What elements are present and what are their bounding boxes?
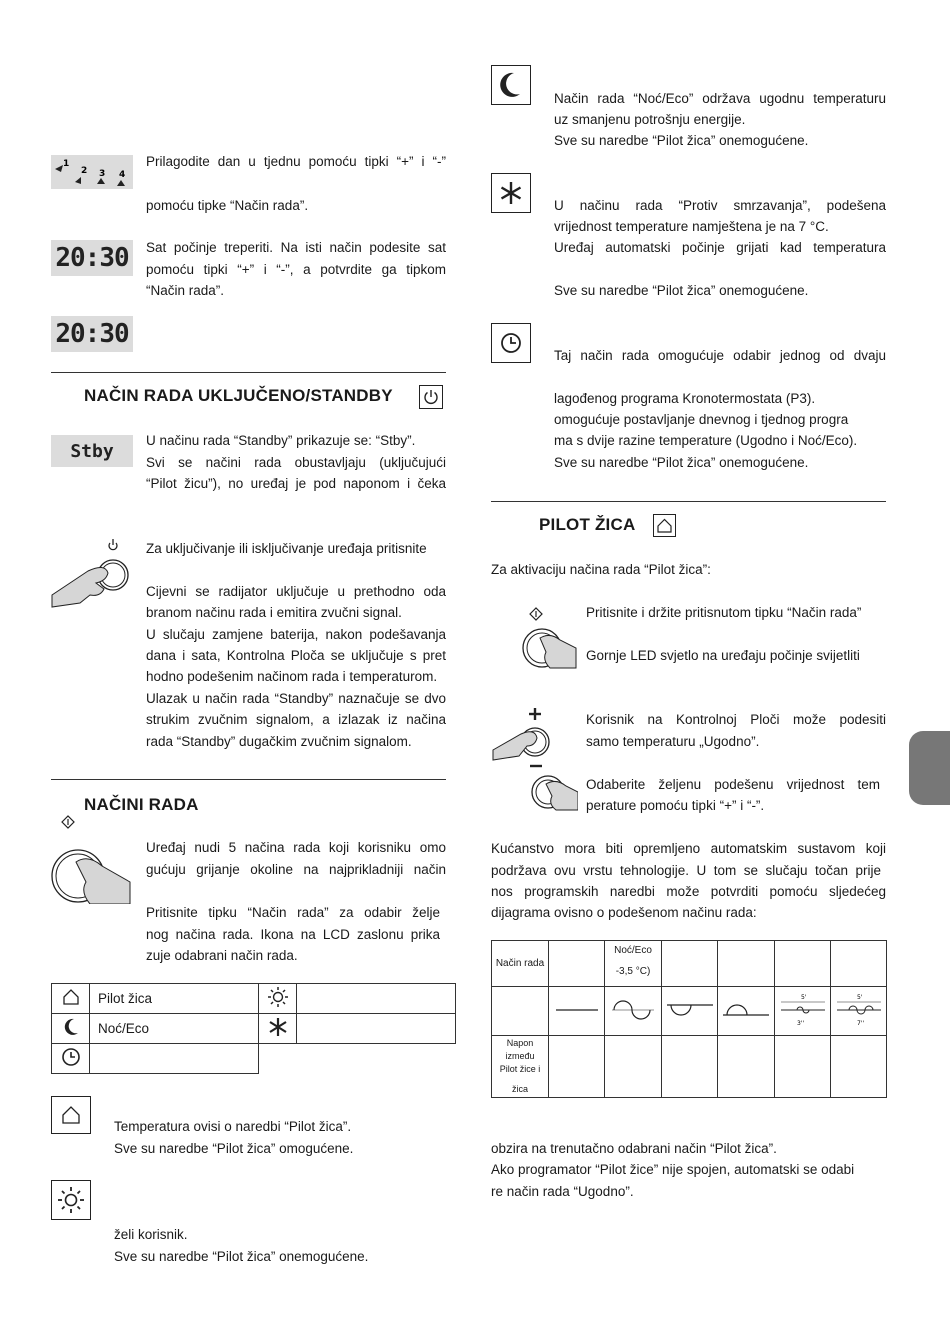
frost-line-3: Uređaj automatski počinje grijati kad temperatura <box>554 240 886 255</box>
time-line-3: “Način rada”. <box>146 283 225 298</box>
frost-icon-cell <box>259 1014 297 1044</box>
snowflake-icon <box>268 1017 288 1037</box>
radiator-line-4: dana i sata, Kontrolna Ploča se uključuje s pret <box>146 648 446 663</box>
modes-heading: NAČINI RADA <box>84 795 199 814</box>
lcd-day-display <box>51 155 133 189</box>
mode-button-hand-icon <box>50 812 132 904</box>
led-text: Gornje LED svjetlo na uređaju počinje svijetliti <box>586 648 860 663</box>
sun-icon-box <box>51 1180 91 1220</box>
radiator-line-2: branom načinu rada i emitira zvučni signal. <box>146 605 402 620</box>
frost-line-4: Sve su naredbe “Pilot žica” onemogućene. <box>554 283 809 298</box>
snowflake-icon <box>492 174 530 212</box>
moon-line-3: Sve su naredbe “Pilot žica” onemogućene. <box>554 133 809 148</box>
power-button-hand-icon <box>50 537 135 609</box>
signal-negative-half <box>662 987 718 1036</box>
press-text: Pritisnite i držite pritisnutom tipku “Način rada” <box>586 605 862 620</box>
modes-table <box>51 983 456 1074</box>
clock-icon-cell <box>52 1044 90 1074</box>
divider <box>51 779 446 780</box>
lcd-day-2: 2 <box>81 166 88 176</box>
end-line-2: Ako programator “Pilot žice” nije spojen, automatski se odabi <box>491 1162 855 1177</box>
sun-icon <box>52 1181 90 1219</box>
standby-heading: NAČIN RADA UKLJUČENO/STANDBY <box>84 386 393 405</box>
pz-row3-label <box>492 1036 549 1098</box>
day-instruction-2: pomoću tipke “Način rada”. <box>146 198 309 213</box>
side-tab <box>909 731 950 805</box>
radiator-line-6: Ulazak u način rada “Standby” naznačuje se dvo <box>146 691 446 706</box>
pz-t5b: 5' <box>856 993 862 1001</box>
snowflake-icon-box <box>491 173 531 213</box>
pz-t5a: 5' <box>800 993 806 1001</box>
plus-button-hand-icon <box>491 706 553 762</box>
lcd-stby: Stby <box>70 440 114 462</box>
modes2-line-1: Pritisnite tipku “Način rada” za odabir želje <box>146 905 440 920</box>
moon-line-1: Način rada “Noć/Eco” održava ugodnu temperaturu <box>554 91 886 106</box>
power-icon <box>419 385 443 409</box>
lcd-day-4: 4 <box>119 170 126 180</box>
lcd-time-2: 20:30 <box>55 319 129 349</box>
frost-line-1: U načinu rada “Protiv smrzavanja”, podešena <box>554 198 886 213</box>
pilot-line-2: Sve su naredbe “Pilot žica” omogućene. <box>114 1141 354 1156</box>
choose-line-2: perature pomoću tipki “+” i “-”. <box>586 798 765 813</box>
day-markers-icon <box>51 155 133 189</box>
clock-icon <box>61 1047 81 1067</box>
pilot-signal-table <box>491 940 887 1098</box>
signal-positive-half <box>718 987 775 1036</box>
pz-t3: 3'' <box>796 1019 804 1027</box>
pilot-heading: PILOT ŽICA <box>539 515 636 534</box>
divider <box>491 501 886 502</box>
standby-line-1: U načinu rada “Standby” prikazuje se: “Stby”. <box>146 433 416 448</box>
signal-flat <box>549 987 605 1036</box>
pz-row1-label: Način rada <box>492 941 549 987</box>
clock-icon-box <box>491 323 531 363</box>
moon-icon <box>492 66 530 104</box>
moon-line-2: uz smanjenu potrošnju energije. <box>554 112 746 127</box>
user-line-1: Korisnik na Kontrolnoj Ploči može podesiti <box>586 712 886 727</box>
mode-button-hand-icon <box>516 604 578 670</box>
lcd-day-1: 1 <box>63 159 70 169</box>
minus-button-hand-icon <box>516 762 578 812</box>
end-line-3: re način rada “Ugodno”. <box>491 1184 634 1199</box>
pz-noc-a: Noć/Eco <box>614 945 652 956</box>
modes2-line-2: nog načina rada. Ikona na LCD zaslonu prika <box>146 927 440 942</box>
lcd-time-display-blink <box>51 240 133 276</box>
modes1-line-1: Uređaj nudi 5 načina rada koji korisniku omo <box>146 840 446 855</box>
moon-icon-cell <box>52 1014 90 1044</box>
clock-line-2: lagođenog programa Kronotermostata (P3). <box>554 391 816 406</box>
sun-icon <box>267 986 289 1008</box>
sun-line-1: želi korisnik. <box>114 1227 188 1242</box>
modes1-line-2: gućuju grijanje okoline na najprikladniji način <box>146 862 446 877</box>
pz-noc-cell <box>605 941 662 987</box>
frost-line-2: vrijednost temperature namještena je na 7 °C. <box>554 219 829 234</box>
divider <box>51 372 446 373</box>
pz-t7: 7'' <box>856 1019 864 1027</box>
end-line-1: obzira na trenutačno odabrani način “Pilot žica”. <box>491 1141 777 1156</box>
activate-text: Za aktivaciju načina rada “Pilot žica”: <box>491 562 711 577</box>
pilot-line-1: Temperatura ovisi o naredbi “Pilot žica”. <box>114 1119 352 1134</box>
clock-line-5: Sve su naredbe “Pilot žica” onemogućene. <box>554 455 809 470</box>
signal-pulse-3 <box>775 987 831 1036</box>
modes2-line-3: zuje odabrani način rada. <box>146 948 298 963</box>
day-instruction: Prilagodite dan u tjednu pomoću tipki “+” i “-” <box>146 154 446 169</box>
lcd-day-3: 3 <box>99 169 106 179</box>
radiator-line-5: hodno podešenim načinom rada i temperaturom. <box>146 669 438 684</box>
house-icon <box>52 1097 90 1133</box>
signal-pulse-7 <box>831 987 887 1036</box>
standby-line-3: “Pilot žicu”), no uređaj je pod naponom i čeka <box>146 476 446 491</box>
lcd-standby-display <box>51 435 133 467</box>
lcd-time-display <box>51 316 133 352</box>
radiator-line-1: Cijevni se radijator uključuje u prethodno oda <box>146 584 446 599</box>
choose-line-1: Odaberite željenu podešenu vrijednost tem <box>586 777 880 792</box>
radiator-line-3: U slučaju zamjene baterija, nakon podešavanja <box>146 627 446 642</box>
mode-pilot-label: Pilot žica <box>90 984 259 1014</box>
sun-icon-cell <box>259 984 297 1014</box>
onoff-text: Za uključivanje ili isključivanje uređaja pritisnite <box>146 541 427 556</box>
radiator-line-8: rada “Standby” dugačkim zvučnim signalom. <box>146 734 412 749</box>
radiator-line-7: strukim zvučnim signalom, a izlazak iz načina <box>146 712 446 727</box>
time-line-1: Sat počinje treperiti. Na isti način podesite sat <box>146 240 446 255</box>
clock-line-3: omogućuje postavljanje dnevnog i tjednog progra <box>554 412 849 427</box>
house-icon-box <box>51 1096 91 1134</box>
sun-line-2: Sve su naredbe “Pilot žica” onemogućene. <box>114 1249 369 1264</box>
house-line-4: dijagrama ovisno o podešenom načinu rada: <box>491 905 757 920</box>
pz-row3-line1: Napon između <box>505 1038 535 1061</box>
pz-noc-b: -3,5 °C) <box>615 966 651 977</box>
mode-noc-label: Noć/Eco <box>90 1014 259 1044</box>
clock-line-1: Taj način rada omogućuje odabir jednog od dvaju <box>554 348 886 363</box>
lcd-time-1: 20:30 <box>55 243 129 273</box>
house-line-3: nos programskih naredbi može potvrditi pomoću sljedećeg <box>491 884 886 899</box>
standby-line-2: Svi se načini rada obustavljaju (uključujući <box>146 455 446 470</box>
moon-icon <box>61 1017 81 1037</box>
house-icon <box>62 988 80 1006</box>
house-icon-cell <box>52 984 90 1014</box>
clock-icon <box>492 324 530 362</box>
signal-full-wave <box>605 987 662 1036</box>
pz-row3-line2: Pilot žice i <box>499 1064 541 1074</box>
time-line-2: pomoću tipki “+” i “-”, a potvrdite ga tipkom <box>146 262 446 277</box>
clock-line-4: ma s dvije razine temperature (Ugodno i Noć/Eco). <box>554 433 858 448</box>
user-line-2: samo temperaturu „Ugodno”. <box>586 734 760 749</box>
moon-icon-box <box>491 65 531 105</box>
house-line-2: podržava ovu vrstu tehnologije. U tom se slučaju točan prije <box>491 863 881 878</box>
house-line-1: Kućanstvo mora biti opremljeno automatskim sustavom koji <box>491 841 886 856</box>
pz-row3-line3: žica <box>511 1084 528 1094</box>
house-icon <box>653 514 676 537</box>
